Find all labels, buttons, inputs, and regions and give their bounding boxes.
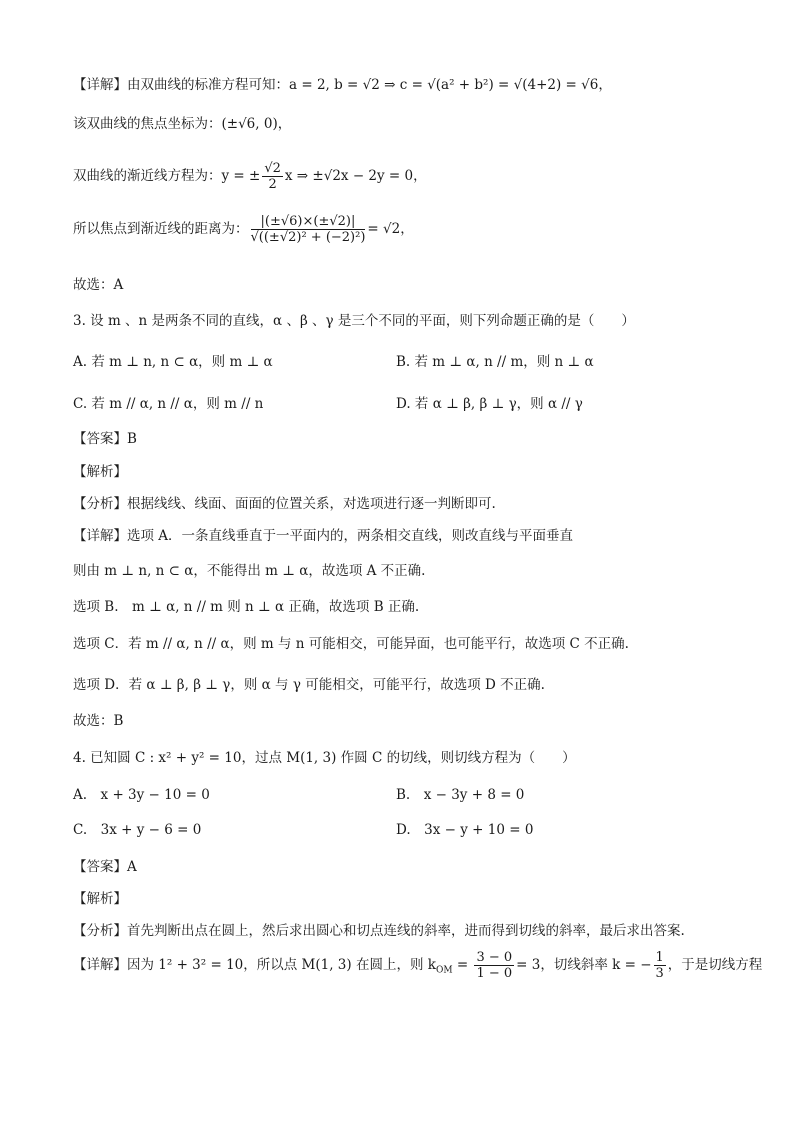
q3-detail-2: 则由 m ⊥ n, n ⊂ α，不能得出 m ⊥ α，故选项 A 不正确. xyxy=(73,563,426,579)
detail-line-1: 【详解】由双曲线的标准方程可知：a = 2, b = √2 ⇒ c = √(a² + b²) = √(4+2) = √6， xyxy=(73,77,612,93)
asymptote-suffix: x ⇒ ±√2x − 2y = 0， xyxy=(284,168,427,184)
asymptote-prefix: 双曲线的渐近线方程为：y = ± xyxy=(73,168,261,184)
fraction-denominator: √((±√2)² + (−2)²) xyxy=(250,230,366,245)
detail-line-2: 该双曲线的焦点坐标为：(±√6, 0)， xyxy=(73,116,292,132)
slope-fraction xyxy=(474,950,514,981)
distance-prefix: 所以焦点到渐近线的距离为： xyxy=(73,221,249,237)
q3-option-d: D. 若 α ⊥ β, β ⊥ γ，则 α // γ xyxy=(396,396,583,412)
q4-jiexi: 【解析】 xyxy=(73,891,127,907)
fraction-denominator: 3 xyxy=(655,966,664,981)
q4-option-b: B. x − 3y + 8 = 0 xyxy=(396,787,525,803)
q3-option-c: C. 若 m // α, n // α，则 m // n xyxy=(73,396,264,412)
distance-suffix: = √2， xyxy=(367,221,414,237)
q4-fenxi: 【分析】首先判断出点在圆上，然后求出圆心和切点连线的斜率，进而得到切线的斜率，最后求出答案. xyxy=(73,923,685,939)
q3-jiexi: 【解析】 xyxy=(73,464,127,480)
fraction-numerator: 3 − 0 xyxy=(476,950,513,965)
q4-option-c: C. 3x + y − 6 = 0 xyxy=(73,822,202,838)
q3-fenxi: 【分析】根据线线、线面、面面的位置关系，对选项进行逐一判断即可. xyxy=(73,496,496,512)
fraction-numerator: |(±√6)×(±√2)| xyxy=(251,214,366,230)
q4-option-a: A. x + 3y − 10 = 0 xyxy=(73,787,210,803)
equals-sign: = xyxy=(452,957,473,973)
question-4: 4. 已知圆 C : x² + y² = 10，过点 M(1, 3) 作圆 C 的切线，则切线方程为（ ） xyxy=(73,750,576,766)
q3-option-a: A. 若 m ⊥ n, n ⊂ α，则 m ⊥ α xyxy=(73,354,273,370)
q3-detail-4: 选项 C．若 m // α, n // α，则 m 与 n 可能相交，可能异面，也可能平行，故选项 C 不正确. xyxy=(73,636,629,652)
slope-subscript: OM xyxy=(435,965,453,976)
q3-select: 故选：B xyxy=(73,713,124,729)
detail-line-4 xyxy=(73,214,414,245)
fraction-numerator: 1 xyxy=(655,950,664,965)
q4-option-d: D. 3x − y + 10 = 0 xyxy=(396,822,534,838)
q4-answer: 【答案】A xyxy=(73,859,137,875)
q4-detail xyxy=(73,950,762,981)
q4-detail-suffix: ，于是切线方程 xyxy=(667,957,763,973)
q3-answer: 【答案】B xyxy=(73,431,137,447)
question-3: 3. 设 m 、n 是两条不同的直线，α 、β 、γ 是三个不同的平面，则下列命题正确的是（ ） xyxy=(73,313,635,329)
detail-line-3 xyxy=(73,161,427,192)
fraction-numerator: √2 xyxy=(264,161,281,176)
q3-option-b: B. 若 m ⊥ α, n // m，则 n ⊥ α xyxy=(396,354,594,370)
fraction-sqrt2-over-2 xyxy=(262,161,283,192)
tangent-slope-fraction xyxy=(654,950,666,981)
q4-detail-middle: = 3，切线斜率 k = − xyxy=(516,957,652,973)
distance-fraction xyxy=(251,214,366,245)
q3-detail-3: 选项 B. m ⊥ α, n // m 则 n ⊥ α 正确，故选项 B 正确. xyxy=(73,599,420,615)
select-a-line: 故选：A xyxy=(73,277,124,293)
fraction-denominator: 2 xyxy=(268,177,277,192)
q3-detail-5: 选项 D．若 α ⊥ β, β ⊥ γ，则 α 与 γ 可能相交，可能平行，故选项 D 不正确. xyxy=(73,677,545,693)
q4-detail-prefix: 【详解】因为 1² + 3² = 10，所以点 M(1, 3) 在圆上，则 k xyxy=(73,957,436,973)
q3-detail-1: 【详解】选项 A．一条直线垂直于一平面内的，两条相交直线，则改直线与平面垂直 xyxy=(73,528,574,544)
fraction-denominator: 1 − 0 xyxy=(476,966,513,981)
